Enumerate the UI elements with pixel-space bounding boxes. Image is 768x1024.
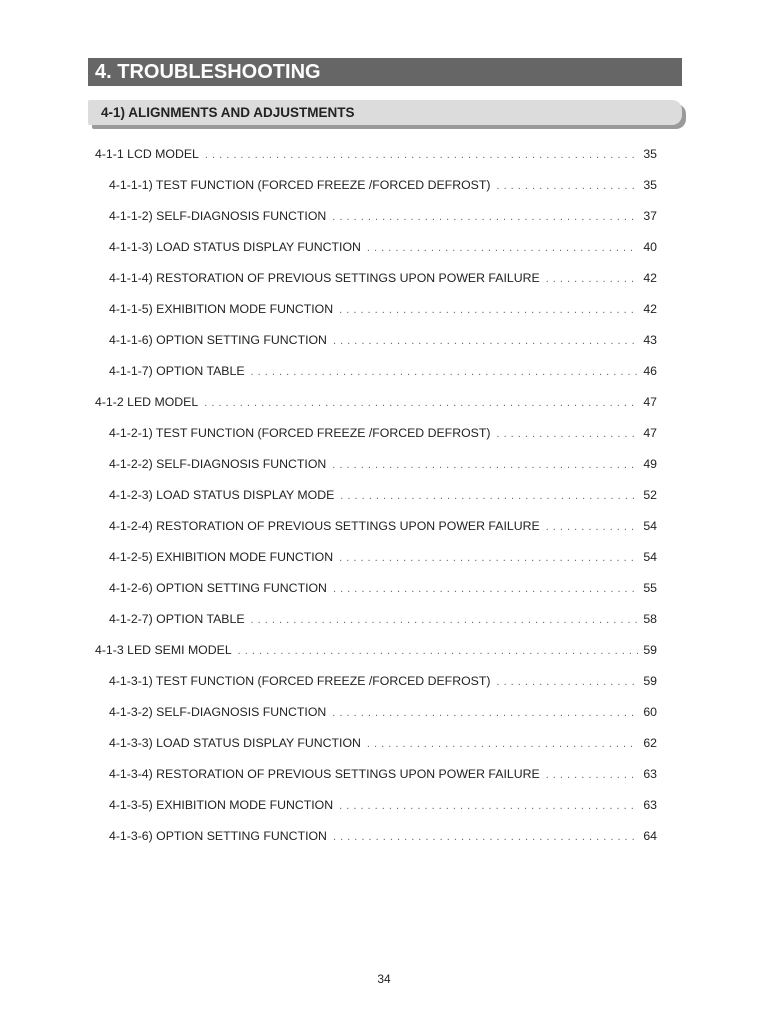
toc-entry[interactable]	[95, 144, 657, 175]
toc-entry[interactable]	[95, 640, 657, 671]
toc-entry-label: 4-1-1 LCD MODEL	[95, 147, 199, 161]
toc-entry-label: 4-1-2-5) EXHIBITION MODE FUNCTION	[109, 550, 334, 564]
toc-entry[interactable]	[95, 702, 657, 733]
dot-leader	[496, 672, 638, 692]
toc-entry[interactable]	[95, 485, 657, 516]
toc-entry-page: 64	[643, 829, 657, 843]
dot-leader	[339, 548, 638, 568]
toc-entry[interactable]	[95, 795, 657, 826]
toc-entry-page: 37	[643, 209, 657, 223]
toc-entry-label: 4-1-2-7) OPTION TABLE	[109, 612, 245, 626]
toc-entry-label: 4-1-3-2) SELF-DIAGNOSIS FUNCTION	[109, 705, 327, 719]
toc-entry-label: 4-1-2-2) SELF-DIAGNOSIS FUNCTION	[109, 457, 327, 471]
dot-leader	[333, 331, 638, 351]
toc-entry-label: 4-1-3-5) EXHIBITION MODE FUNCTION	[109, 798, 334, 812]
toc-entry[interactable]	[95, 578, 657, 609]
toc-entry[interactable]	[95, 454, 657, 485]
dot-leader	[339, 300, 638, 320]
dot-leader	[496, 424, 638, 444]
toc-entry[interactable]	[95, 330, 657, 361]
dot-leader	[333, 827, 638, 847]
toc-entry[interactable]	[95, 516, 657, 547]
toc-entry[interactable]	[95, 671, 657, 702]
toc-entry[interactable]	[95, 206, 657, 237]
page-number: 34	[377, 972, 391, 986]
toc-entry-page: 63	[643, 798, 657, 812]
section-header	[88, 100, 686, 130]
toc-entry-page: 43	[643, 333, 657, 347]
toc-entry-page: 52	[643, 488, 657, 502]
toc-entry-page: 46	[643, 364, 657, 378]
dot-leader	[332, 207, 638, 227]
toc-entry-label: 4-1-1-5) EXHIBITION MODE FUNCTION	[109, 302, 334, 316]
toc-entry-label: 4-1-3-6) OPTION SETTING FUNCTION	[109, 829, 327, 843]
toc-entry-page: 60	[643, 705, 657, 719]
dot-leader	[332, 455, 638, 475]
toc-entry-label: 4-1-1-1) TEST FUNCTION (FORCED FREEZE /FORCED DEFROST)	[109, 178, 491, 192]
toc-entry-page: 40	[643, 240, 657, 254]
dot-leader	[333, 579, 638, 599]
toc-entry-label: 4-1-2-4) RESTORATION OF PREVIOUS SETTINGS UPON POWER FAILURE	[109, 519, 540, 533]
dot-leader	[251, 610, 638, 630]
toc-entry-page: 59	[643, 643, 657, 657]
toc-entry[interactable]	[95, 268, 657, 299]
toc-entry-label: 4-1-2-1) TEST FUNCTION (FORCED FREEZE /FORCED DEFROST)	[109, 426, 491, 440]
toc-entry-label: 4-1-3-4) RESTORATION OF PREVIOUS SETTINGS UPON POWER FAILURE	[109, 767, 540, 781]
toc-entry-page: 47	[643, 426, 657, 440]
dot-leader	[546, 517, 638, 537]
dot-leader	[332, 703, 638, 723]
toc-entry[interactable]	[95, 547, 657, 578]
toc-entry-page: 54	[643, 519, 657, 533]
toc-entry-page: 58	[643, 612, 657, 626]
toc-entry[interactable]	[95, 392, 657, 423]
toc-entry-page: 47	[643, 395, 657, 409]
toc-entry-label: 4-1-1-3) LOAD STATUS DISPLAY FUNCTION	[109, 240, 361, 254]
toc-entry[interactable]	[95, 237, 657, 268]
toc-entry-label: 4-1-3-1) TEST FUNCTION (FORCED FREEZE /FORCED DEFROST)	[109, 674, 491, 688]
dot-leader	[340, 486, 638, 506]
toc-entry-page: 54	[643, 550, 657, 564]
toc-entry[interactable]	[95, 764, 657, 795]
dot-leader	[546, 765, 638, 785]
toc-entry[interactable]	[95, 175, 657, 206]
dot-leader	[238, 641, 638, 661]
toc-entry-page: 35	[643, 147, 657, 161]
toc-entry-page: 59	[643, 674, 657, 688]
toc-entry[interactable]	[95, 361, 657, 392]
toc-entry-page: 63	[643, 767, 657, 781]
dot-leader	[205, 145, 638, 165]
toc-entry[interactable]	[95, 299, 657, 330]
toc-entry-label: 4-1-1-2) SELF-DIAGNOSIS FUNCTION	[109, 209, 327, 223]
dot-leader	[204, 393, 638, 413]
toc-entry-page: 35	[643, 178, 657, 192]
toc-entry-label: 4-1-1-4) RESTORATION OF PREVIOUS SETTINGS UPON POWER FAILURE	[109, 271, 540, 285]
toc-entry-label: 4-1-3 LED SEMI MODEL	[95, 643, 232, 657]
toc-entry[interactable]	[95, 733, 657, 764]
table-of-contents	[95, 144, 657, 857]
toc-entry-page: 42	[643, 302, 657, 316]
toc-entry-label: 4-1-2-6) OPTION SETTING FUNCTION	[109, 581, 327, 595]
dot-leader	[251, 362, 638, 382]
dot-leader	[339, 796, 638, 816]
dot-leader	[367, 238, 638, 258]
toc-entry-label: 4-1-1-6) OPTION SETTING FUNCTION	[109, 333, 327, 347]
toc-entry-page: 42	[643, 271, 657, 285]
chapter-title: 4. TROUBLESHOOTING	[88, 58, 682, 86]
section-title: 4-1) ALIGNMENTS AND ADJUSTMENTS	[88, 100, 682, 125]
dot-leader	[496, 176, 638, 196]
dot-leader	[546, 269, 638, 289]
toc-entry-page: 62	[643, 736, 657, 750]
toc-entry-label: 4-1-1-7) OPTION TABLE	[109, 364, 245, 378]
toc-entry-label: 4-1-2 LED MODEL	[95, 395, 199, 409]
toc-entry-page: 55	[643, 581, 657, 595]
toc-entry[interactable]	[95, 826, 657, 857]
toc-entry[interactable]	[95, 423, 657, 454]
toc-entry-label: 4-1-3-3) LOAD STATUS DISPLAY FUNCTION	[109, 736, 361, 750]
dot-leader	[367, 734, 638, 754]
toc-entry-page: 49	[643, 457, 657, 471]
toc-entry-label: 4-1-2-3) LOAD STATUS DISPLAY MODE	[109, 488, 335, 502]
toc-entry[interactable]	[95, 609, 657, 640]
